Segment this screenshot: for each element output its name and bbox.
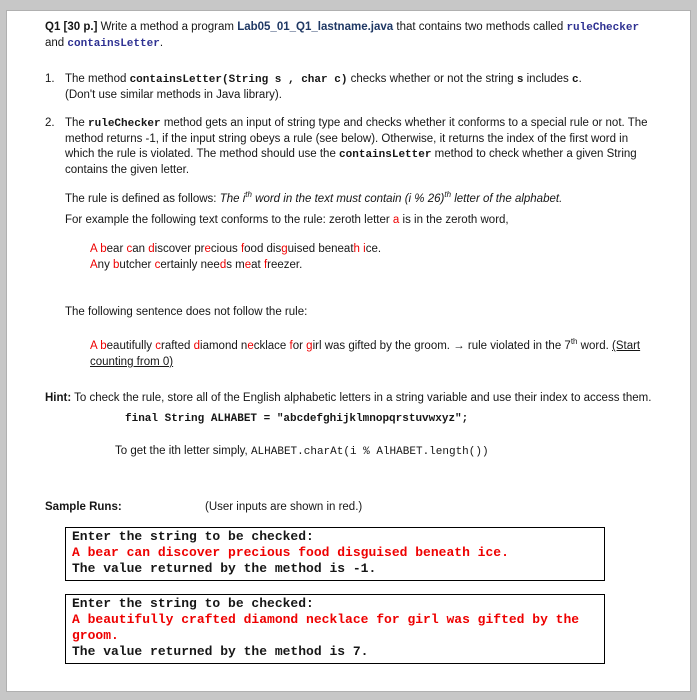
text-segment: utcher (119, 259, 155, 271)
question-header (45, 20, 656, 52)
text-segment: c (154, 259, 161, 271)
conforming-example-line-1 (90, 241, 656, 257)
text-segment: ood dis (244, 243, 282, 255)
text-segment: Hint: (45, 392, 72, 404)
text-segment: th (444, 190, 452, 200)
list-number-1: 1. (45, 73, 55, 85)
text-segment: A (90, 243, 98, 255)
text-segment: letter of the alphabet. (451, 193, 563, 205)
text-segment: f (263, 259, 268, 271)
text-segment: b (113, 259, 120, 271)
text-segment: cious (210, 243, 241, 255)
console-line: The value returned by the method is -1. (72, 561, 377, 576)
text-segment: checks whether or not the string (347, 73, 517, 85)
console-line: The value returned by the method is 7. (72, 644, 369, 659)
text-segment: ce. (365, 243, 382, 255)
text-segment: that contains two methods called (393, 21, 567, 33)
text-segment: irl was gifted by the groom. → rule violated in the 7 (312, 340, 571, 352)
text-segment: and (45, 37, 68, 49)
violation-intro: The following sentence does not follow the rule: (65, 306, 308, 318)
text-segment: A (90, 259, 98, 271)
text-segment: To check the rule, store all of the English alphabetic letters in a string variable and use their index to access them. (71, 392, 652, 404)
list-item-2-text (65, 116, 656, 178)
text-segment: For example the following text conforms to the rule: zeroth letter (65, 214, 393, 226)
text-segment: word. (577, 340, 612, 352)
text-segment: c (126, 243, 133, 255)
text-segment: b (100, 340, 107, 352)
text-segment: The method (65, 73, 130, 85)
text-segment: s (516, 74, 524, 86)
text-segment: . (578, 73, 582, 85)
text-segment: at (251, 259, 264, 271)
rule-definition (65, 192, 656, 207)
text-segment: Lab05_01_Q1_lastname.java (237, 21, 394, 33)
text-segment: th (245, 190, 252, 200)
charat-hint-line (115, 444, 656, 460)
list-number-2: 2. (45, 117, 55, 129)
text-segment: method to check whether a given String contains the given letter. (65, 148, 637, 176)
text-segment: uised beneat (287, 243, 354, 255)
page-content (7, 11, 690, 664)
document-page (6, 10, 691, 692)
text-segment: containsLetter(String s , char c) (129, 74, 348, 86)
text-segment: method gets an input of string type and checks whether it conforms to a special rule or not. The method returns -1, if the input string obeys a rule (see below). Otherwise, it returns the index of the first word in which the rule is violated. The method should use the (65, 117, 648, 160)
alphabet-code-line (125, 411, 656, 427)
sample-runs-note: (User inputs are shown in red.) (205, 501, 363, 513)
conforming-example-line-2 (90, 257, 656, 273)
list-item-1 (45, 72, 656, 103)
text-segment: d (193, 340, 201, 352)
text-segment: e (204, 243, 211, 255)
text-segment: is in the zeroth word, (399, 214, 509, 226)
console-line: Enter the string to be checked: (72, 596, 314, 611)
text-segment: h (353, 243, 360, 255)
text-segment: ertainly nee (160, 259, 220, 271)
text-segment: A (90, 340, 98, 352)
text-segment: c (572, 74, 579, 86)
text-segment: f (240, 243, 245, 255)
text-segment: reezer. (267, 259, 303, 271)
text-segment: d (148, 243, 155, 255)
text-segment: d (219, 259, 227, 271)
text-segment: s m (226, 259, 245, 271)
text-segment: iamond n (200, 340, 248, 352)
text-segment: e (244, 259, 252, 271)
conforming-example (90, 241, 656, 273)
text-segment: containsLetter (67, 38, 160, 50)
text-segment: includes (523, 73, 573, 85)
text-segment: The rule is defined as follows: (65, 193, 220, 205)
text-segment: ruleChecker (88, 118, 161, 130)
text-segment: The (65, 117, 89, 129)
violating-example (90, 338, 646, 370)
list-item-2 (45, 116, 656, 178)
rule-example-intro (65, 213, 656, 228)
text-segment: i (363, 243, 366, 255)
text-segment: b (100, 243, 107, 255)
sample-runs-header (45, 500, 656, 515)
text-segment: Q1 [30 p.] (45, 21, 101, 33)
text-segment: g (306, 340, 313, 352)
text-segment: rafted (161, 340, 194, 352)
text-segment: To get the ith letter simply, (115, 445, 251, 457)
text-segment: ruleChecker (566, 22, 640, 34)
console-line: Enter the string to be checked: (72, 529, 314, 544)
text-segment: . (159, 37, 164, 49)
text-segment: (Don't use similar methods in Java library). (65, 89, 282, 101)
text-segment: ALHABET.charAt(i % AlHABET.length()) (250, 446, 489, 458)
text-segment: th (570, 337, 578, 347)
text-segment: or (292, 340, 307, 352)
text-segment: Write a method a program (100, 21, 238, 33)
text-segment: word in the text must contain (i % 26) (251, 193, 445, 205)
text-segment: The i (219, 193, 246, 205)
text-segment: f (289, 340, 293, 352)
text-segment: (Start counting from 0) (90, 340, 641, 368)
console-line: A beautifully crafted diamond necklace for girl was gifted by the groom. (72, 612, 580, 643)
text-segment: g (281, 243, 288, 255)
text-segment: a (392, 214, 400, 226)
text-segment: containsLetter (339, 149, 432, 161)
text-segment: iscover pr (154, 243, 205, 255)
text-segment: e (247, 340, 254, 352)
text-segment: an (132, 243, 149, 255)
text-segment: c (155, 340, 161, 352)
console-line: A bear can discover precious food disguised beneath ice. (72, 545, 509, 560)
text-segment: ny (97, 259, 114, 271)
text-segment: final String ALHABET = "abcdefghijklmnopqrstuvwxyz"; (125, 413, 469, 425)
list-item-1-text (65, 72, 656, 103)
text-segment: ear (106, 243, 127, 255)
hint-paragraph (45, 391, 656, 406)
sample-run-box-2 (65, 594, 605, 664)
sample-run-box-1 (65, 527, 605, 581)
sample-runs-label: Sample Runs: (45, 501, 122, 513)
text-segment: cklace (253, 340, 290, 352)
text-segment: eautifully (106, 340, 156, 352)
